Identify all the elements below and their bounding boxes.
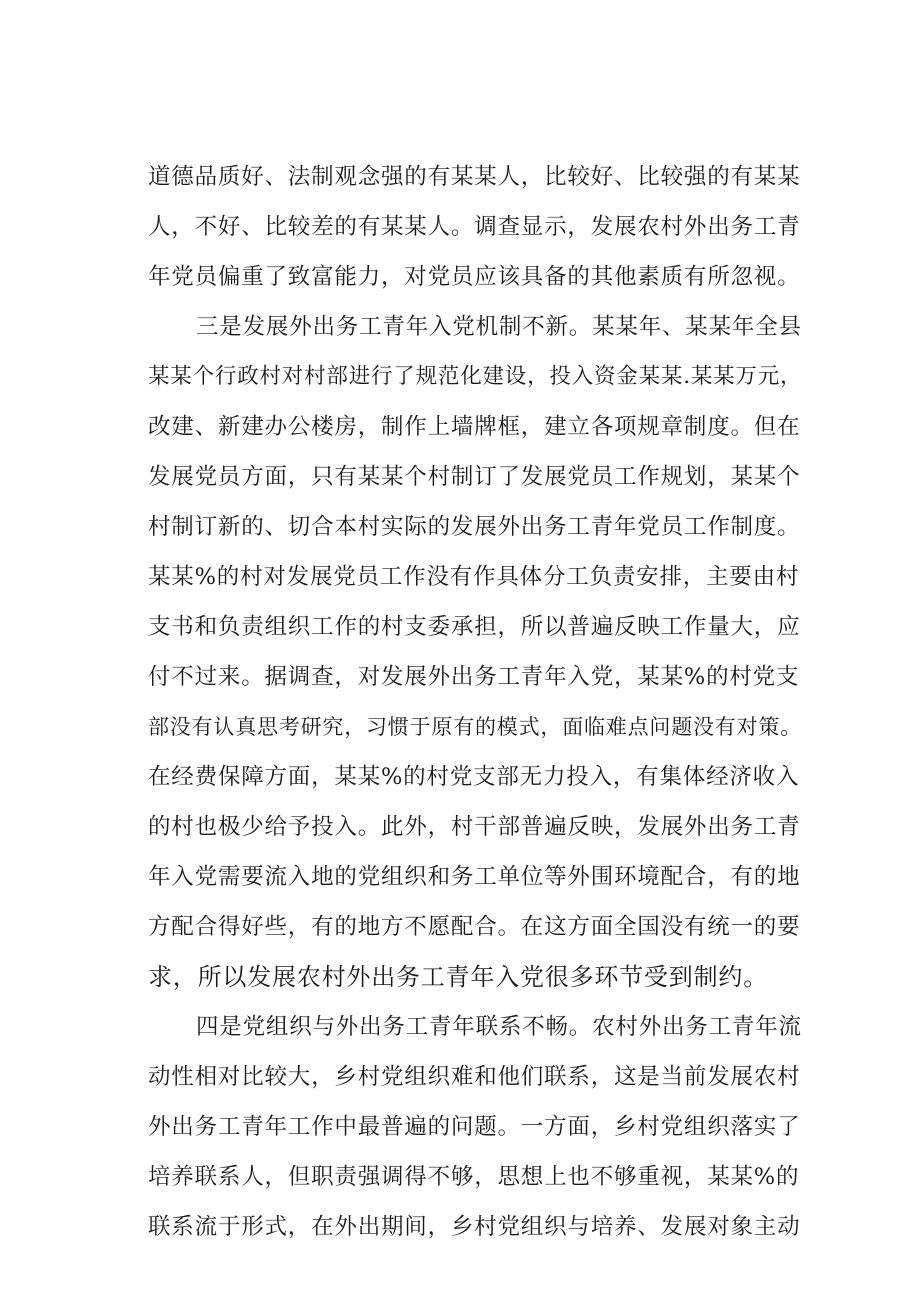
paragraph-3-first-line: 三是发展外出务工青年入党机制不新。某某年、某某年全县 — [196, 314, 802, 340]
text-line: 人，不好、比较差的有某某人。调查显示，发展农村外出务工青 — [148, 214, 801, 240]
text-line: 年入党需要流入地的党组织和务工单位等外围环境配合，有的地 — [148, 864, 801, 890]
text-line: 动性相对比较大，乡村党组织难和他们联系，这是当前发展农村 — [148, 1064, 801, 1090]
text-line: 道德品质好、法制观念强的有某某人，比较好、比较强的有某某 — [148, 164, 801, 190]
text-line: 改建、新建办公楼房，制作上墙牌框，建立各项规章制度。但在 — [148, 414, 801, 440]
text-line: 方配合得好些，有的地方不愿配合。在这方面全国没有统一的要 — [148, 914, 801, 940]
text-line: 发展党员方面，只有某某个村制订了发展党员工作规划，某某个 — [148, 464, 801, 490]
text-line: 村制订新的、切合本村实际的发展外出务工青年党员工作制度。 — [148, 514, 801, 540]
text-line: 某某%的村对发展党员工作没有作具体分工负责安排，主要由村 — [148, 564, 800, 590]
text-line: 支书和负责组织工作的村支委承担，所以普遍反映工作量大，应 — [148, 614, 801, 640]
text-line: 联系流于形式，在外出期间，乡村党组织与培养、发展对象主动 — [148, 1214, 801, 1240]
text-line: 求，所以发展农村外出务工青年入党很多环节受到制约。 — [148, 963, 768, 991]
text-line: 付不过来。据调查，对发展外出务工青年入党，某某%的村党支 — [148, 664, 800, 690]
paragraph-4-first-line: 四是党组织与外出务工青年联系不畅。农村外出务工青年流 — [196, 1014, 802, 1040]
text-line: 年党员偏重了致富能力，对党员应该具备的其他素质有所忽视。 — [148, 264, 801, 290]
text-line: 部没有认真思考研究，习惯于原有的模式，面临难点问题没有对策。 — [148, 715, 802, 739]
text-line: 在经费保障方面，某某%的村党支部无力投入，有集体经济收入 — [148, 764, 800, 790]
text-line: 外出务工青年工作中最普遍的问题。一方面，乡村党组织落实了 — [148, 1114, 801, 1140]
text-line: 某某个行政村对村部进行了规范化建设，投入资金某某.某某万元， — [148, 364, 803, 389]
text-line: 培养联系人，但职责强调得不够，思想上也不够重视，某某%的 — [148, 1164, 800, 1190]
text-line: 的村也极少给予投入。此外，村干部普遍反映，发展外出务工青 — [148, 814, 801, 840]
